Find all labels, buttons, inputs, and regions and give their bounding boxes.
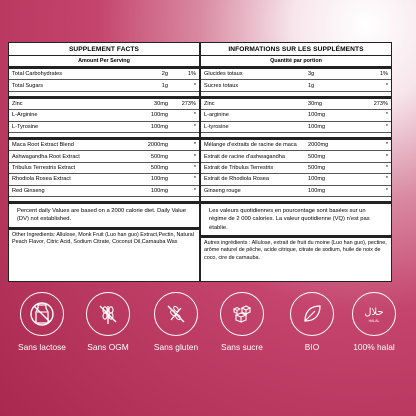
nutrient-name: Extrait de Rhodiola Rosea	[204, 176, 269, 183]
nutrient-name: L-tyrosine	[204, 123, 229, 130]
nutrient-dv: *	[193, 164, 196, 171]
daily-value-note: Percent daily Values are based on a 2000 calorie diet. Daily Value (DV) not established.	[9, 204, 199, 230]
nutrient-amount: 500mg	[308, 164, 326, 171]
nutrient-amount: 3g	[308, 71, 315, 78]
nutrient-amount: 100mg	[308, 176, 326, 183]
nutrient-row	[201, 69, 391, 80]
panel-title: SUPPLEMENT FACTS	[9, 43, 199, 56]
nutrient-dv: *	[385, 176, 388, 183]
nutrient-amount: 500mg	[308, 153, 326, 160]
other-ingredients: Other Ingredients: Allulose, Monk Fruit (Luo han guo) Extract,Pectin, Natural Peach Flavor, Citric Acid, Sodium Citrate, Coconut Oil,Carnauba Wax	[12, 231, 194, 245]
nutrient-amount: 100mg	[308, 112, 326, 119]
section-divider	[201, 92, 391, 99]
nutrient-row	[201, 186, 391, 197]
nutrient-dv: *	[385, 164, 388, 171]
nutrient-amount: 100mg	[308, 123, 326, 130]
nutrient-name: L-Arginine	[12, 112, 38, 119]
nutrient-dv: *	[385, 153, 388, 160]
nutrient-dv: *	[193, 153, 196, 160]
nutrient-name: Sucres totaux	[204, 82, 239, 89]
feature-label: 100% halal	[353, 342, 395, 352]
nutrient-dv: *	[193, 123, 196, 130]
feature-sans-gluten	[146, 292, 206, 352]
nutrient-row	[201, 99, 391, 110]
nutrient-name: L-Tyrosine	[12, 123, 39, 130]
leaf-icon	[298, 300, 326, 328]
nutrient-name: Extrait de racine d'ashwagandha	[204, 153, 285, 160]
no-milk-icon	[28, 300, 56, 328]
section-divider	[201, 133, 391, 140]
feature-label: Sans sucre	[221, 342, 263, 352]
section-divider	[9, 92, 199, 99]
nutrient-dv: 1%	[187, 71, 196, 78]
halal-text: HALAL	[368, 319, 380, 323]
nutrient-name: Total Sugars	[12, 82, 44, 89]
nutrient-amount: 100mg	[308, 187, 326, 194]
nutrient-dv: *	[385, 142, 388, 149]
nutrient-dv: *	[385, 187, 388, 194]
feature-label: BIO	[304, 342, 320, 352]
feature-sans-lactose	[12, 292, 72, 352]
feature-label: Sans lactose	[18, 342, 66, 352]
nutrient-amount: 1g	[308, 82, 315, 89]
nutrient-dv: 273%	[373, 100, 388, 107]
nutrient-amount: 100mg	[150, 187, 168, 194]
nutrient-row	[9, 140, 199, 151]
nutrient-name: Tribulus Terrestris Extract	[12, 164, 76, 171]
nutrient-name: Zinc	[12, 100, 23, 107]
nutrient-row	[201, 80, 391, 91]
nutrient-row	[9, 69, 199, 80]
feature-sans-ogm	[78, 292, 138, 352]
section-divider	[9, 197, 199, 204]
nutrient-row	[9, 174, 199, 185]
svg-text:حلال: حلال	[364, 307, 384, 318]
nutrient-name: Total Carbohydrates	[12, 71, 63, 78]
panel-subtitle: Amount Per Serving	[9, 56, 199, 69]
nutrient-row	[201, 163, 391, 174]
feature-halal	[344, 292, 404, 352]
nutrient-name: Glucides totaux	[204, 71, 243, 78]
nutrient-dv: 1%	[379, 71, 388, 78]
sugar-cubes-icon	[228, 300, 256, 328]
nutrient-name: Extrait de Tribulus Terrestris	[204, 164, 274, 171]
nutrient-name: Zinc	[204, 100, 215, 107]
nutrient-name: Ashwagandha Root Extract	[12, 153, 80, 160]
nutrient-row	[9, 80, 199, 91]
halal-icon	[360, 300, 388, 328]
nutrient-amount: 1g	[161, 82, 168, 89]
nutrient-row	[9, 163, 199, 174]
nutrient-dv: *	[385, 82, 388, 89]
nutrient-amount: 30mg	[154, 100, 168, 107]
nutrient-name: Rhodiola Rosea Extract	[12, 176, 71, 183]
nutrient-row	[201, 151, 391, 162]
nutrient-name: Mélange d'extraits de racine de maca	[204, 142, 297, 149]
section-divider	[201, 197, 391, 204]
feature-badges	[0, 292, 416, 362]
nutrient-row	[201, 110, 391, 121]
nutrient-name: Maca Root Extract Blend	[12, 142, 74, 149]
nutrient-amount: 2000mg	[147, 142, 168, 149]
nutrient-name: Red Ginseng	[12, 187, 45, 194]
daily-value-note: Les valeurs quotidiennes en pourcentage sont basées sur un régime de 2 000 calories. La valeur quotidienne (VQ) n'est pas établie.	[201, 204, 391, 238]
nutrient-dv: *	[193, 112, 196, 119]
panel-subtitle: Quantité par portion	[201, 56, 391, 69]
feature-label: Sans OGM	[87, 342, 129, 352]
nutrient-row	[201, 140, 391, 151]
nutrient-name: L-arginine	[204, 112, 229, 119]
feature-sans-sucre	[212, 292, 272, 352]
nutrient-row	[201, 174, 391, 185]
nutrient-amount: 100mg	[150, 123, 168, 130]
nutrient-dv: *	[193, 187, 196, 194]
feature-label: Sans gluten	[153, 342, 199, 352]
nutrient-amount: 500mg	[150, 153, 168, 160]
nutrient-dv: *	[193, 142, 196, 149]
informations-supplements-panel	[200, 42, 392, 282]
gluten-free-icon	[162, 300, 190, 328]
nutrient-row	[201, 122, 391, 133]
nutrient-dv: 273%	[181, 100, 196, 107]
nutrient-dv: *	[193, 176, 196, 183]
panel-title: INFORMATIONS SUR LES SUPPLÉMENTS	[201, 43, 391, 56]
nutrient-amount: 2000mg	[308, 142, 329, 149]
nutrient-row	[9, 151, 199, 162]
nutrient-dv: *	[385, 123, 388, 130]
nutrient-row	[9, 110, 199, 121]
supplement-facts-panel	[8, 42, 200, 282]
feature-bio	[282, 292, 342, 352]
nutrient-name: Ginseng rouge	[204, 187, 241, 194]
nutrient-amount: 500mg	[150, 164, 168, 171]
nutrient-dv: *	[193, 82, 196, 89]
nutrient-dv: *	[385, 112, 388, 119]
nutrient-amount: 30mg	[308, 100, 322, 107]
nutrient-amount: 2g	[161, 71, 168, 78]
nutrient-row	[9, 99, 199, 110]
nutrient-row	[9, 122, 199, 133]
nutrient-amount: 100mg	[150, 176, 168, 183]
other-ingredients: Autres ingrédients : Allulose, extrait de fruit du moine (Luo han guo), pectine, arôme naturel de pêche, acide citrique, citrate de sodium, huile de noix de coco, cire de carnauba.	[204, 240, 387, 261]
nutrient-row	[9, 186, 199, 197]
nutrient-amount: 100mg	[150, 112, 168, 119]
non-gmo-wheat-icon	[94, 300, 122, 328]
section-divider	[9, 133, 199, 140]
